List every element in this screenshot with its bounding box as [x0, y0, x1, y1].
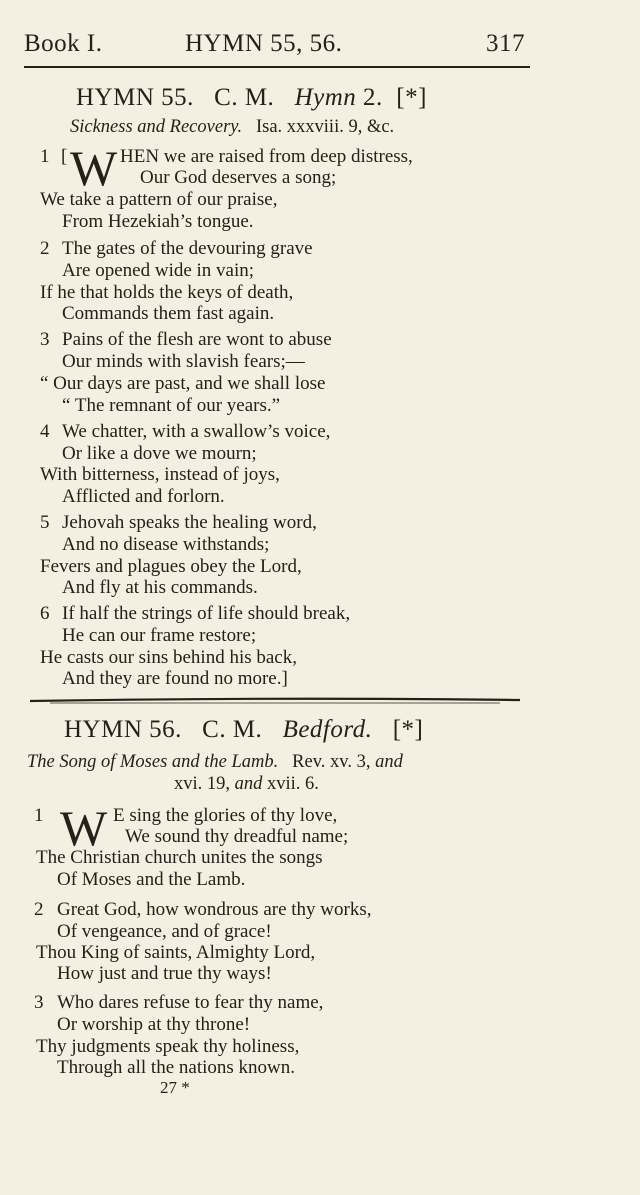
hymn-line: “ Our days are past, and we shall lose — [40, 373, 326, 394]
hymn-line: Are opened wide in vain; — [62, 260, 255, 281]
hymn-line: We take a pattern of our praise, — [40, 189, 278, 210]
hymn-line: Pains of the flesh are wont to abuse — [62, 329, 332, 350]
signature-mark: 27 * — [160, 1078, 190, 1097]
hymn-56-title: HYMN 56. — [64, 716, 182, 743]
hymn-line: Of vengeance, and of grace! — [57, 921, 272, 942]
hymn-line: Jehovah speaks the healing word, — [62, 512, 317, 533]
hymn-56-reference-part1: Rev. xv. 3, — [292, 752, 371, 772]
hymn-line: How just and true thy ways! — [57, 963, 272, 984]
hymn-line: He casts our sins behind his back, — [40, 647, 297, 668]
stanza-number: 6 — [40, 603, 50, 624]
hymn-line: If he that holds the keys of death, — [40, 282, 294, 303]
drop-cap: W — [60, 800, 108, 856]
hymn-56-reference-part3: xvii. 6. — [267, 774, 319, 794]
hymn-55-heading — [76, 84, 427, 112]
hymn-line: We chatter, with a swallow’s voice, — [62, 421, 331, 442]
hymn-line: Who dares refuse to fear thy name, — [57, 992, 324, 1013]
hymn-55-theme: Sickness and Recovery. — [70, 117, 243, 137]
hymn-56-mark: [*] — [392, 716, 424, 743]
stanza-number: 3 — [40, 329, 50, 350]
hymn-line: The gates of the devouring grave — [62, 238, 313, 259]
hymn-56-meter: C. M. — [202, 716, 263, 743]
stanza-number: 3 — [34, 992, 44, 1013]
stanza-bracket: [ — [61, 146, 68, 167]
hymn-56-and: and — [234, 774, 263, 794]
hymn-line: E sing the glories of thy love, — [113, 805, 338, 826]
hymn-line: “ The remnant of our years.” — [62, 395, 281, 416]
hymn-line: Or worship at thy throne! — [57, 1014, 251, 1035]
hymn-line: Commands them fast again. — [62, 303, 275, 324]
hymn-line: With bitterness, instead of joys, — [40, 464, 280, 485]
hymn-line: We sound thy dreadful name; — [125, 826, 349, 847]
hymn-55-tune: Hymn — [294, 84, 357, 111]
hymn-line: Fevers and plagues obey the Lord, — [40, 556, 302, 577]
hymn-56-heading — [64, 716, 423, 744]
hymn-55-meter: C. M. — [214, 84, 275, 111]
hymn-56-and: and — [375, 752, 403, 772]
hymn-line: HEN we are raised from deep distress, — [120, 146, 413, 167]
running-head-hymns: HYMN 55, 56. — [185, 30, 343, 57]
hymn-line: Or like a dove we mourn; — [62, 443, 257, 464]
hymn-56-theme: The Song of Moses and the Lamb. — [27, 752, 279, 772]
hymn-line: Through all the nations known. — [57, 1057, 295, 1078]
header-rule — [24, 66, 530, 68]
hymn-55-tune-number: 2. — [363, 84, 383, 111]
stanza-number: 1 — [34, 805, 44, 826]
running-head-book: Book I. — [24, 30, 103, 57]
hymn-56-tune: Bedford. — [282, 716, 373, 743]
page-number: 317 — [486, 30, 525, 57]
stanza-number: 1 — [40, 146, 50, 167]
hymn-line: Our minds with slavish fears;— — [62, 351, 305, 372]
hymn-line: Thou King of saints, Almighty Lord, — [36, 942, 316, 963]
stanza-number: 5 — [40, 512, 50, 533]
hymn-line: Thy judgments speak thy holiness, — [36, 1036, 300, 1057]
hymn-line: Of Moses and the Lamb. — [57, 869, 246, 890]
stanza-number: 2 — [40, 238, 50, 259]
hymn-line: And fly at his commands. — [62, 577, 258, 598]
section-divider — [30, 696, 525, 706]
hymn-line: Great God, how wondrous are thy works, — [57, 899, 372, 920]
hymn-line: He can our frame restore; — [62, 625, 257, 646]
hymn-line: From Hezekiah’s tongue. — [62, 211, 254, 232]
hymn-line: And no disease withstands; — [62, 534, 270, 555]
hymn-55-mark: [*] — [396, 84, 427, 111]
hymn-line: If half the strings of life should break, — [62, 603, 351, 624]
stanza-number: 4 — [40, 421, 50, 442]
hymn-56-subtitle-line1 — [27, 752, 403, 773]
hymn-line: And they are found no more.] — [62, 668, 288, 689]
stanza-number: 2 — [34, 899, 44, 920]
hymn-line: The Christian church unites the songs — [36, 847, 323, 868]
hymn-56-reference-part2: xvi. 19, — [174, 774, 231, 794]
hymn-55-reference: Isa. xxxviii. 9, &c. — [255, 117, 395, 137]
hymn-56-subtitle-line2 — [174, 774, 319, 795]
hymn-line: Afflicted and forlorn. — [62, 486, 225, 507]
hymn-55-title: HYMN 55. — [76, 84, 194, 111]
drop-cap: W — [70, 140, 118, 196]
hymn-line: Our God deserves a song; — [140, 167, 337, 188]
hymn-55-subtitle — [70, 117, 394, 138]
